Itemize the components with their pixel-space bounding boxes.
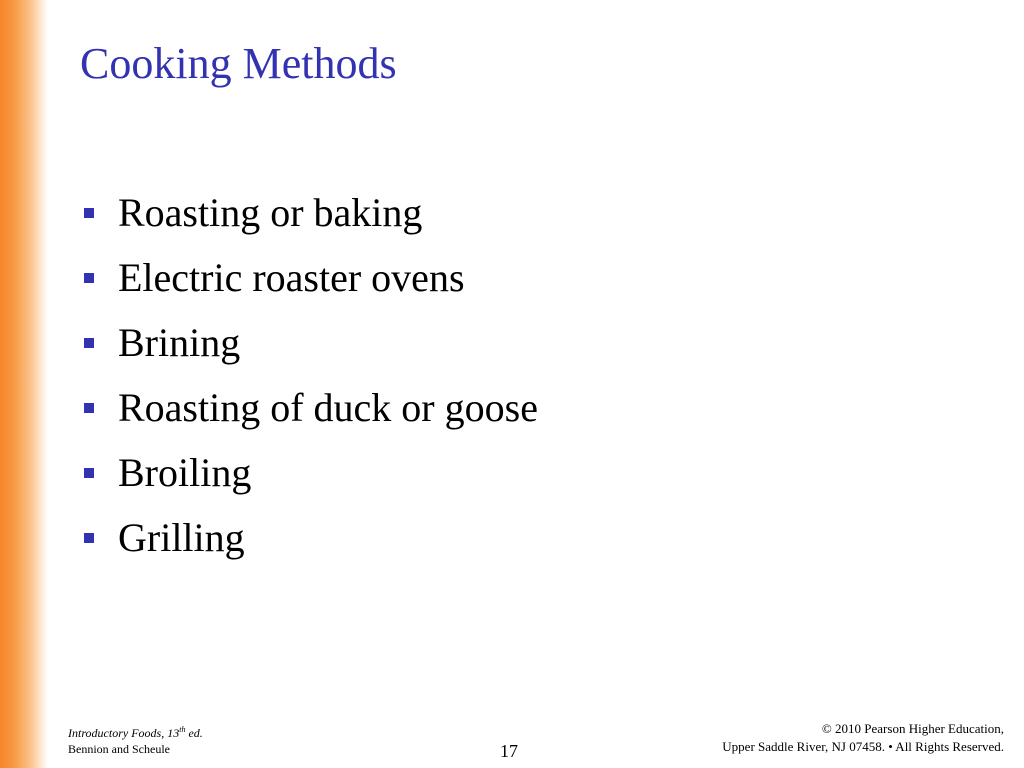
bullet-text: Grilling	[118, 514, 245, 560]
copyright-line-2: Upper Saddle River, NJ 07458. • All Rights Reserved.	[722, 739, 1004, 754]
copyright-line-1: © 2010 Pearson Higher Education,	[821, 721, 1004, 736]
orange-side-band	[0, 0, 48, 768]
bullet-item	[80, 245, 538, 310]
square-bullet-icon	[84, 533, 94, 543]
bullet-text: Broiling	[118, 449, 252, 495]
bullet-item	[80, 440, 538, 505]
page-number: 17	[500, 741, 518, 761]
bullet-item	[80, 310, 538, 375]
bullet-item	[80, 505, 538, 570]
edition-superscript: th	[179, 725, 186, 734]
square-bullet-icon	[84, 338, 94, 348]
edition-suffix: ed.	[185, 726, 203, 740]
square-bullet-icon	[84, 468, 94, 478]
bullet-item	[80, 375, 538, 440]
bullet-text: Electric roaster ovens	[118, 254, 465, 300]
bullet-list	[80, 180, 538, 570]
footer-left	[68, 722, 203, 757]
authors: Bennion and Scheule	[68, 742, 170, 756]
bullet-text: Roasting or baking	[118, 189, 423, 235]
bullet-text: Brining	[118, 319, 241, 365]
slide-title: Cooking Methods	[80, 39, 397, 88]
square-bullet-icon	[84, 208, 94, 218]
book-title: Introductory Foods, 13	[68, 726, 180, 740]
bullet-text: Roasting of duck or goose	[118, 384, 538, 430]
bullet-item	[80, 180, 538, 245]
book-title-line	[68, 722, 203, 741]
square-bullet-icon	[84, 403, 94, 413]
footer-copyright	[722, 720, 1004, 756]
square-bullet-icon	[84, 273, 94, 283]
